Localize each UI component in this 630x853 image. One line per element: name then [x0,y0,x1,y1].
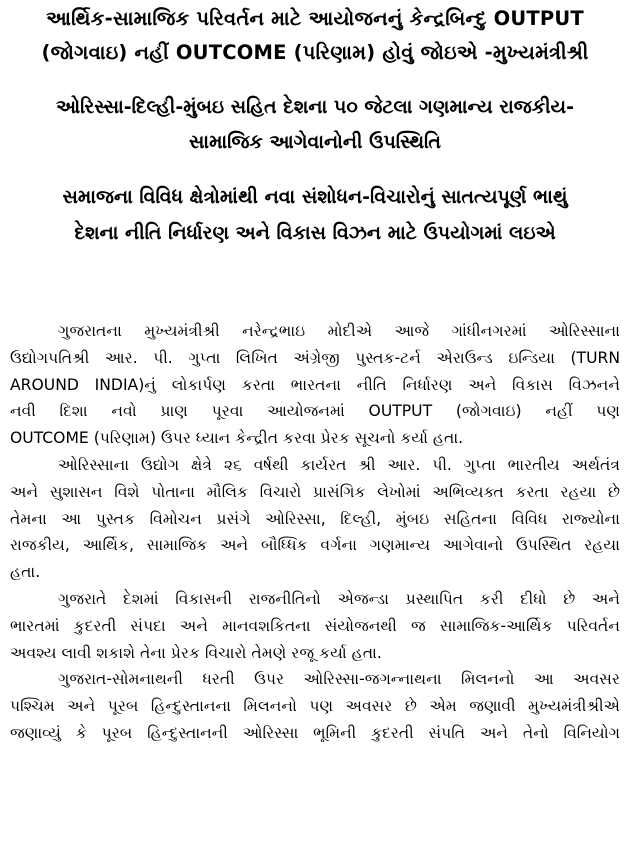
paragraph-line: ભારતમાં કુદરતી સંપદા અને માનવશકિતના સંયોજનથી જ સામાજિક-આર્થિક પરિવર્તન [10,616,620,635]
sub-headline-research [0,179,630,251]
sub-headline-line: ઓરિસ્સા-દિલ્હી-મુંબઇ સહિત દેશના ૫૦ જેટલા ગણમાન્ય રાજકીય- [56,96,574,118]
sub-headline-line: સમાજના વિવિધ ક્ષેત્રોમાંથી નવા સંશોધન-વિચારોનું સાતત્યપૂર્ણ ભાથું [62,186,568,208]
paragraph-line: જણાવ્યું કે પૂરબ હિન્દુસ્તાનની ઓરિસ્સા ભૂમિની કુદરતી સંપતિ અને તેનો વિનિયોગ [10,723,620,742]
sub-headline-line: સામાજિક આગેવાનોની ઉપસ્થિતિ [189,131,441,153]
sub-headline-line: દેશના નીતિ નિર્ધારણ અને વિકાસ વિઝન માટે ઉપયોગમાં લઇએ [74,222,556,244]
paragraph-line: રાજકીય, આર્થિક, સામાજિક અને બૌધ્ધિક વર્ગના ગણમાન્ય આગેવાનો ઉપસ્થિત રહયા [10,536,620,555]
paragraph-line: અને સુશાસન વિશે પોતાના મૌલિક વિચારો પ્રાસંગિક લેખોમાં અભિવ્યક્ત કરતા રહયા છે [10,482,620,501]
paragraph-author [10,452,620,586]
paragraph-line: ગુજરાત-સોમનાથની ધરતી ઉપર ઓરિસ્સા-જગન્નાથના મિલનનો આ અવસર [58,670,620,689]
paragraph-somnath-jagannath [10,666,620,746]
main-headline-line: (જોગવાઇ) નહીં OUTCOME (પરિણામ) હોવું જોઇએ -મુખ્યમંત્રીશ્રી [41,41,589,64]
paragraph-line: હતા. [10,563,41,582]
paragraph-line: ગુજરાતે દેશમાં વિકાસની રાજનીતિનો એજન્ડા પ્રસ્થાપિત કરી દીધો છે અને [58,589,620,608]
paragraph-line: પશ્ચિમ અને પૂરબ હિન્દુસ્તાનના મિલનનો પણ અવસર છે એમ જણાવી મુખ્યમંત્રીશ્રીએ [10,697,620,716]
paragraph-line: અવશ્ય લાવી શકાશે તેના પ્રેરક વિચારો તેમણે રજૂ કર્યા હતા. [10,643,382,662]
sub-headline-attendance [0,90,630,160]
paragraph-gujarat-agenda [10,586,620,666]
paragraph-line: નવી દિશા નવો પ્રાણ પૂરવા આયોજનમાં OUTPUT (જોગવાઇ) નહીં પણ [10,402,620,421]
paragraph-line: OUTCOME (પરિણામ) ઉપર ધ્યાન કેન્દ્રીત કરવા પ્રેરક સૂચનો કર્યા હતા. [10,429,464,448]
paragraph-line: ઓરિસ્સાના ઉદ્યોગ ક્ષેત્રે ૨૬ વર્ષથી કાર્યરત શ્રી આર. પી. ગુપ્તા ભારતીય અર્થતંત્ર [58,455,620,474]
paragraph-line: AROUND INDIA)નું લોકાર્પણ કરતા ભારતના નીતિ નિર્ધારણ અને વિકાસ વિઝનને [10,375,620,394]
article-body [10,318,620,747]
main-headline-line: આર્થિક-સામાજિક પરિવર્તન માટે આયોજનનું કેન્દ્રબિન્દુ OUTPUT [46,7,584,30]
main-headline [0,0,630,70]
paragraph-line: ઉદ્યોગપતિશ્રી આર. પી. ગુપ્તા લિખિત અંગ્રેજી પુસ્તક-ટર્ન એરાઉન્ડ ઇન્ડિયા (TURN [10,348,620,367]
paragraph-line: ગુજરાતના મુખ્યમંત્રીશ્રી નરેન્દ્રભાઇ મોદીએ આજે ગાંધીનગરમાં ઓરિસ્સાના [58,322,620,340]
paragraph-line: તેમના આ પુસ્તક વિમોચન પ્રસંગે ઓરિસ્સા, દિલ્હી, મુંબઇ સહિતના વિવિધ રાજ્યોના [10,509,620,528]
paragraph-book-launch [10,318,620,452]
